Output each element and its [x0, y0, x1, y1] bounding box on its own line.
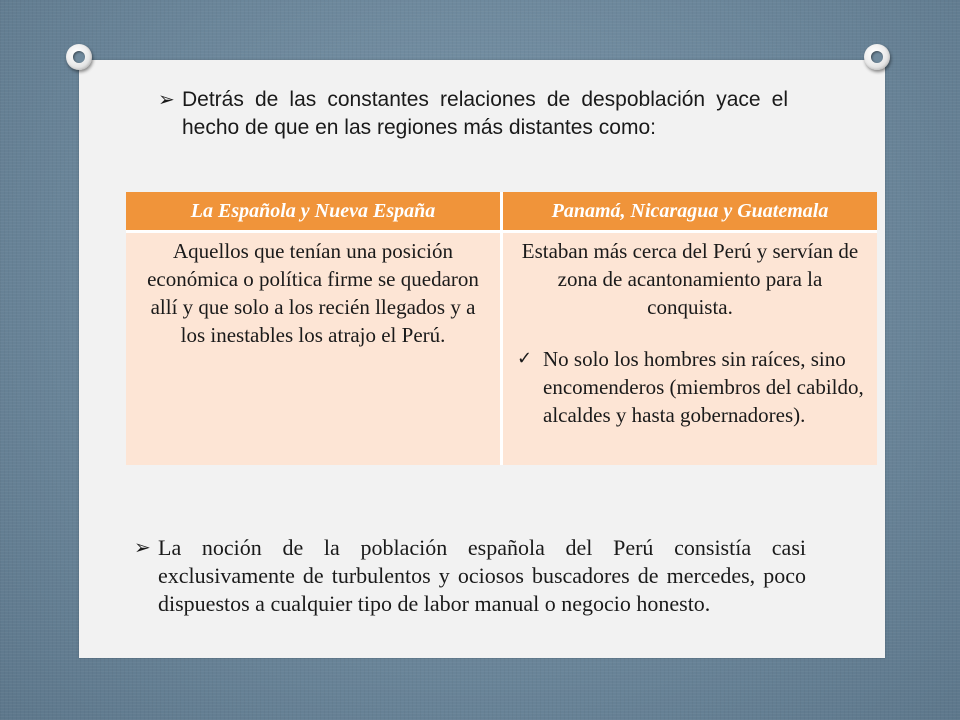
cell-right	[502, 232, 878, 465]
comparison-table	[126, 192, 877, 465]
check-list-item	[517, 345, 867, 429]
table-row	[126, 232, 877, 465]
binder-ring-icon	[66, 44, 92, 70]
arrow-bullet-icon: ➢	[158, 89, 175, 111]
table-header-row	[126, 192, 877, 232]
check-mark-icon: ✓	[517, 348, 533, 369]
header-left: La Española y Nueva España	[126, 192, 502, 232]
cell-left	[126, 232, 502, 465]
arrow-bullet-icon: ➢	[134, 537, 151, 559]
intro-bullet-text: Detrás de las constantes relaciones de despoblación yace el hecho de que en las regiones más distantes como:	[182, 88, 788, 139]
header-right: Panamá, Nicaragua y Guatemala	[502, 192, 878, 232]
conclusion-bullet-text: La noción de la población española del Perú consistía casi exclusivamente de turbulentos y ociosos buscadores de mercedes, poco dispuestos a cualquier tipo de labor manual o negocio honesto.	[158, 535, 806, 616]
conclusion-bullet	[134, 534, 806, 618]
binder-ring-icon	[864, 44, 890, 70]
intro-bullet	[158, 86, 788, 142]
right-cell-text: Estaban más cerca del Perú y servían de zona de acantonamiento para la conquista.	[521, 239, 859, 319]
check-item-text: No solo los hombres sin raíces, sino encomenderos (miembros del cabildo, alcaldes y hasta gobernadores).	[543, 347, 864, 427]
left-cell-text: Aquellos que tenían una posición económica o política firme se quedaron allí y que solo a los recién llegados y a los inestables los atrajo el Perú.	[147, 239, 479, 347]
